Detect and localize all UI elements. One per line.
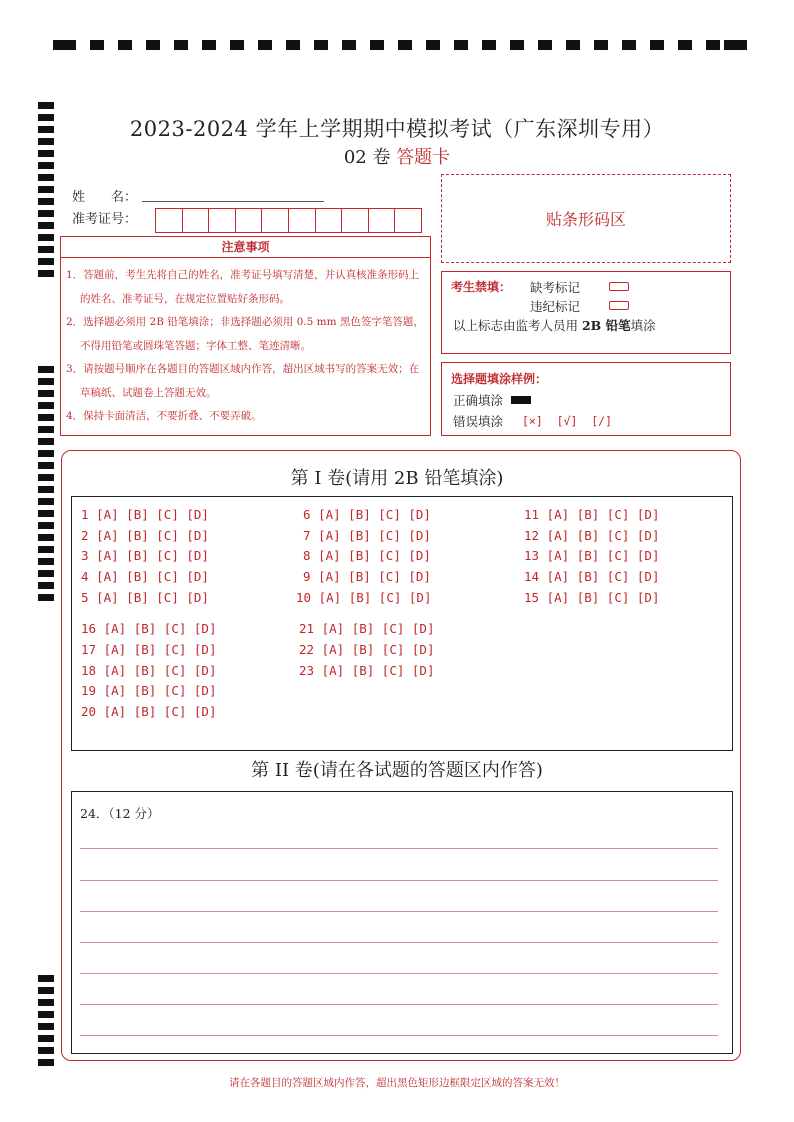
volume-label: 02 卷 bbox=[343, 147, 391, 168]
question-options[interactable]: [A] [B] [C] [D] bbox=[96, 507, 209, 522]
question-number: 3 bbox=[81, 548, 89, 563]
notice-list bbox=[66, 264, 426, 429]
section1-title: 第 I 卷(请用 2B 铅笔填涂) bbox=[290, 468, 504, 489]
exam-subtitle bbox=[0, 143, 794, 169]
question-options[interactable]: [A] [B] [C] [D] bbox=[546, 548, 660, 563]
question-row[interactable] bbox=[303, 548, 431, 563]
question-options[interactable]: [A] [B] [C] [D] bbox=[96, 548, 209, 563]
question-row[interactable] bbox=[296, 590, 431, 605]
name-label: 姓 名： bbox=[72, 190, 138, 205]
exam-title: 2023-2024 学年上学期期中模拟考试（广东深圳专用） bbox=[129, 117, 665, 141]
question-number: 7 bbox=[303, 528, 311, 543]
question-options[interactable]: [A] [B] [C] [D] bbox=[96, 528, 209, 543]
answer-line[interactable] bbox=[80, 848, 718, 849]
question-options[interactable]: [A] [B] [C] [D] bbox=[318, 590, 432, 605]
section2-title: 第 II 卷(请在各试题的答题区内作答) bbox=[251, 760, 543, 781]
question-row[interactable] bbox=[81, 683, 216, 698]
proctor-note-bold: 2B 铅笔 bbox=[581, 318, 631, 333]
question-row[interactable] bbox=[81, 548, 209, 563]
id-digit-box[interactable] bbox=[156, 209, 183, 232]
question-number: 12 bbox=[524, 528, 540, 543]
question-row[interactable] bbox=[81, 621, 216, 636]
notice-item: 2．选择题必须用 2B 铅笔填涂；非选择题必须用 0.5 mm 黑色签字笔答题，不得用铅笔或圆珠笔答题；字体工整、笔迹清晰。 bbox=[66, 316, 424, 352]
wrong-fill-samples: [×] [√] [/] bbox=[522, 414, 613, 428]
answer-card-label: 答题卡 bbox=[396, 147, 451, 168]
question-options[interactable]: [A] [B] [C] [D] bbox=[318, 548, 431, 563]
question-options[interactable]: [A] [B] [C] [D] bbox=[546, 528, 660, 543]
question-number: 22 bbox=[299, 642, 315, 657]
answer-line[interactable] bbox=[80, 1004, 718, 1005]
correct-fill-label: 正确填涂 bbox=[453, 393, 504, 408]
question-row[interactable] bbox=[81, 590, 209, 605]
question-number: 2 bbox=[81, 528, 89, 543]
id-digit-box[interactable] bbox=[236, 209, 263, 232]
question-row[interactable] bbox=[299, 663, 434, 678]
question-row[interactable] bbox=[524, 590, 659, 605]
question-row[interactable] bbox=[303, 569, 431, 584]
proctor-note bbox=[453, 316, 656, 334]
question-options[interactable]: [A] [B] [C] [D] bbox=[546, 507, 660, 522]
question-row[interactable] bbox=[524, 507, 659, 522]
question-options[interactable]: [A] [B] [C] [D] bbox=[318, 569, 431, 584]
notice-item: 4．保持卡面清洁，不要折叠、不要弄破。 bbox=[66, 410, 262, 422]
violation-mark-label: 违纪标记 bbox=[530, 299, 581, 314]
notice-item: 3．请按题号顺序在各题目的答题区域内作答，超出区域书写的答案无效；在草稿纸、试题卷上答题无效。 bbox=[66, 363, 420, 399]
question-number: 17 bbox=[81, 642, 97, 657]
id-digit-box[interactable] bbox=[183, 209, 210, 232]
proctor-note-post: 填涂 bbox=[630, 318, 656, 333]
student-id-boxes[interactable] bbox=[155, 208, 422, 233]
question-number: 15 bbox=[524, 590, 540, 605]
question-options[interactable]: [A] [B] [C] [D] bbox=[96, 569, 209, 584]
fill-sample-title: 选择题填涂样例： bbox=[451, 372, 548, 386]
question-options[interactable]: [A] [B] [C] [D] bbox=[318, 528, 431, 543]
question-row[interactable] bbox=[81, 569, 209, 584]
question-row[interactable] bbox=[524, 548, 659, 563]
id-digit-box[interactable] bbox=[262, 209, 289, 232]
question-options[interactable]: [A] [B] [C] [D] bbox=[321, 642, 435, 657]
id-digit-box[interactable] bbox=[395, 209, 421, 232]
question-row[interactable] bbox=[303, 528, 431, 543]
notice-title: 注意事项 bbox=[60, 236, 431, 258]
answer-line[interactable] bbox=[80, 973, 718, 974]
answer-line[interactable] bbox=[80, 911, 718, 912]
question-number: 23 bbox=[299, 663, 315, 678]
question-row[interactable] bbox=[524, 569, 659, 584]
wrong-fill-label: 错误填涂 bbox=[453, 414, 504, 429]
question-options[interactable]: [A] [B] [C] [D] bbox=[103, 642, 217, 657]
id-digit-box[interactable] bbox=[209, 209, 236, 232]
question-options[interactable]: [A] [B] [C] [D] bbox=[318, 507, 431, 522]
question-options[interactable]: [A] [B] [C] [D] bbox=[96, 590, 209, 605]
question-number: 9 bbox=[303, 569, 311, 584]
barcode-area bbox=[441, 174, 731, 263]
question-row[interactable] bbox=[299, 621, 434, 636]
id-digit-box[interactable] bbox=[316, 209, 343, 232]
notice-item: 1．答题前，考生先将自己的姓名，准考证号填写清楚，并认真核准条形码上的姓名、准考证号，在规定位置贴好条形码。 bbox=[66, 269, 420, 305]
question-number: 6 bbox=[303, 507, 311, 522]
answer-line[interactable] bbox=[80, 880, 718, 881]
question-row[interactable] bbox=[81, 642, 216, 657]
question-number: 21 bbox=[299, 621, 315, 636]
question-number: 20 bbox=[81, 704, 97, 719]
question-number: 10 bbox=[296, 590, 312, 605]
violation-mark-box[interactable] bbox=[609, 301, 629, 310]
question-number: 19 bbox=[81, 683, 97, 698]
question-row[interactable] bbox=[81, 507, 209, 522]
question-row[interactable] bbox=[524, 528, 659, 543]
question-number: 4 bbox=[81, 569, 89, 584]
question-options[interactable]: [A] [B] [C] [D] bbox=[546, 569, 660, 584]
question-options[interactable]: [A] [B] [C] [D] bbox=[103, 683, 217, 698]
id-digit-box[interactable] bbox=[289, 209, 316, 232]
answer-line[interactable] bbox=[80, 1035, 718, 1036]
question-options[interactable]: [A] [B] [C] [D] bbox=[103, 704, 217, 719]
answer-line[interactable] bbox=[80, 942, 718, 943]
question-options[interactable]: [A] [B] [C] [D] bbox=[103, 621, 217, 636]
question-number: 18 bbox=[81, 663, 97, 678]
question-options[interactable]: [A] [B] [C] [D] bbox=[546, 590, 660, 605]
question-number: 11 bbox=[524, 507, 540, 522]
question-row[interactable] bbox=[81, 528, 209, 543]
footer-warning: 请在各题目的答题区域内作答，超出黑色矩形边框限定区域的答案无效！ bbox=[229, 1077, 565, 1089]
absent-mark-label: 缺考标记 bbox=[530, 280, 581, 295]
question-options[interactable]: [A] [B] [C] [D] bbox=[321, 621, 435, 636]
question-number: 13 bbox=[524, 548, 540, 563]
id-label: 准考证号： bbox=[72, 212, 138, 227]
section2-box[interactable] bbox=[71, 791, 733, 1054]
id-digit-box[interactable] bbox=[369, 209, 396, 232]
question-row[interactable] bbox=[303, 507, 431, 522]
absent-mark-box[interactable] bbox=[609, 282, 629, 291]
question-number: 14 bbox=[524, 569, 540, 584]
question-number: 5 bbox=[81, 590, 89, 605]
question-row[interactable] bbox=[81, 663, 216, 678]
question-row[interactable] bbox=[299, 642, 434, 657]
name-field[interactable] bbox=[142, 201, 324, 202]
question-options[interactable]: [A] [B] [C] [D] bbox=[321, 663, 435, 678]
question-number: 8 bbox=[303, 548, 311, 563]
correct-fill-sample bbox=[511, 396, 531, 404]
proctor-only-title: 考生禁填： bbox=[451, 280, 512, 294]
question-24-label: 24．（12 分） bbox=[80, 806, 160, 821]
question-row[interactable] bbox=[81, 704, 216, 719]
barcode-label: 贴条形码区 bbox=[545, 210, 626, 229]
question-number: 16 bbox=[81, 621, 97, 636]
question-options[interactable]: [A] [B] [C] [D] bbox=[103, 663, 217, 678]
question-number: 1 bbox=[81, 507, 89, 522]
proctor-note-pre: 以上标志由监考人员用 bbox=[453, 318, 582, 333]
id-digit-box[interactable] bbox=[342, 209, 369, 232]
